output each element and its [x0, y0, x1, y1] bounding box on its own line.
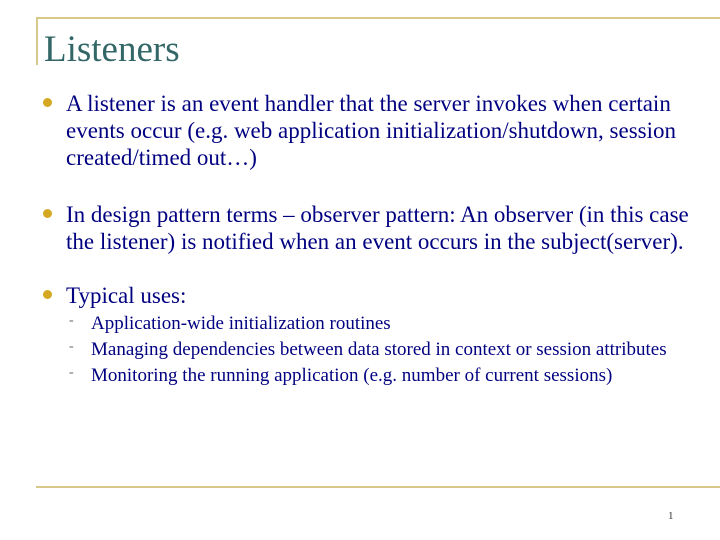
dash-marker-icon: - — [69, 339, 74, 354]
bullet-spacer — [40, 171, 690, 201]
left-divider — [36, 17, 38, 65]
bullet-dot-icon — [43, 290, 52, 299]
bullet-text: A listener is an event handler that the server invokes when certain events occur (e.g. web application initialization/shutdown, session created/timed out…) — [66, 91, 676, 170]
bullet-spacer — [40, 255, 690, 282]
sub-bullet-text: Application-wide initialization routines — [91, 313, 391, 334]
sub-bullet-item — [64, 365, 690, 387]
bullet-list — [40, 90, 690, 387]
top-divider — [36, 17, 720, 19]
sub-bullet-text: Monitoring the running application (e.g. number of current sessions) — [91, 365, 613, 386]
bullet-text: In design pattern terms – observer pattern: An observer (in this case the listener) is notified when an event occurs in the subject(server). — [66, 202, 689, 254]
bottom-divider — [36, 486, 720, 488]
sub-bullet-item — [64, 339, 690, 361]
bullet-item — [40, 201, 690, 255]
sub-list-container — [40, 313, 690, 387]
sub-bullet-item — [64, 313, 690, 335]
dash-marker-icon: - — [69, 313, 74, 328]
bullet-dot-icon — [43, 209, 52, 218]
sub-bullet-list — [40, 313, 690, 387]
bullet-item — [40, 282, 690, 309]
sub-bullet-text: Managing dependencies between data stored in context or session attributes — [91, 339, 667, 360]
page-number: 1 — [668, 510, 674, 522]
bullet-item — [40, 90, 690, 171]
bullet-text: Typical uses: — [66, 283, 187, 308]
slide-title: Listeners — [44, 29, 180, 70]
bullet-dot-icon — [43, 98, 52, 107]
dash-marker-icon: - — [69, 365, 74, 380]
